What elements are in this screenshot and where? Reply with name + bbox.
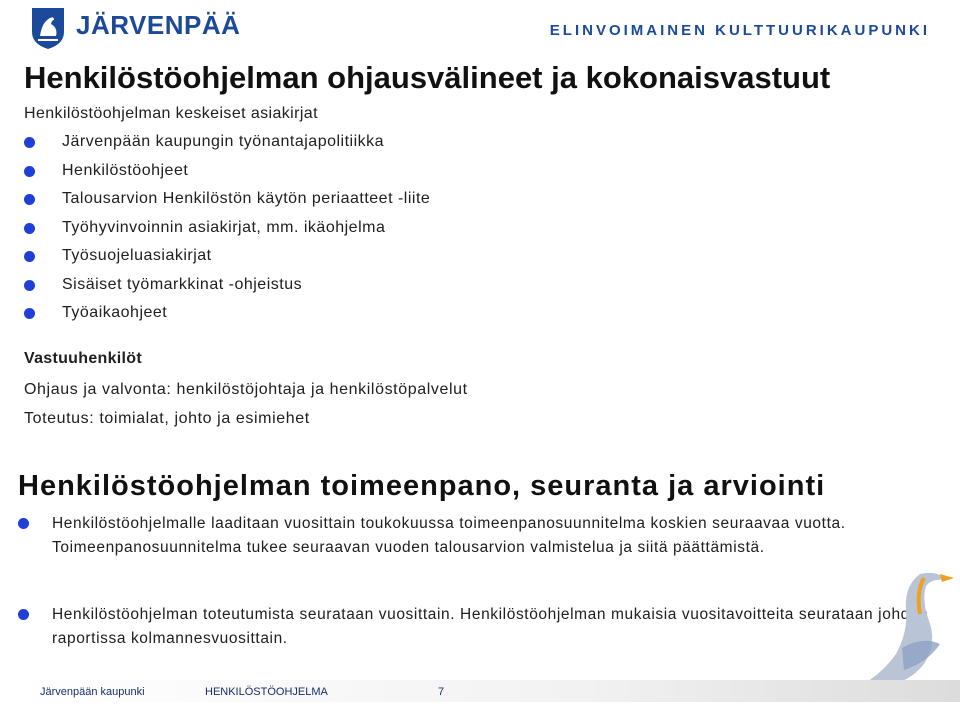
- bullet-icon: [24, 194, 35, 205]
- bullet-icon: [24, 166, 35, 177]
- bullet-icon: [24, 223, 35, 234]
- bullet-icon: [18, 609, 29, 620]
- page-number: 7: [438, 686, 445, 698]
- swan-crest-icon: [30, 6, 66, 50]
- paragraph: Henkilöstöohjelman toteutumista seurataan vuosittain. Henkilöstöohjelman mukaisia vuositavoitteita seurataan johdon raportissa kolmannesvuosittain.: [18, 603, 952, 651]
- list-item: Sisäiset työmarkkinat -ohjeistus: [24, 273, 430, 302]
- responsibility-line: Ohjaus ja valvonta: henkilöstöjohtaja ja henkilöstöpalvelut: [24, 381, 468, 398]
- footer-bar: [18, 680, 960, 702]
- paragraph: Henkilöstöohjelmalle laaditaan vuosittain toukokuussa toimeenpanosuunnitelma koskien seuraavaa vuotta. Toimeenpanosuunnitelma tukee seuraavan vuoden talousarvion valmistelua ja siitä päättämistä.: [18, 512, 952, 560]
- header: [0, 0, 960, 56]
- section-title: Henkilöstöohjelman toimeenpano, seuranta ja arviointi: [18, 470, 826, 502]
- bullet-icon: [24, 280, 35, 291]
- bullet-icon: [24, 137, 35, 148]
- list-item: Henkilöstöohjeet: [24, 159, 430, 188]
- responsibility-heading: Vastuuhenkilöt: [24, 350, 142, 367]
- list-item: Työhyvinvoinnin asiakirjat, mm. ikäohjelma: [24, 216, 430, 245]
- logo-text: JÄRVENPÄÄ: [76, 10, 241, 40]
- swan-illustration-icon: [842, 566, 960, 688]
- list-item: Työsuojeluasiakirjat: [24, 244, 430, 273]
- section-title: Henkilöstöohjelman ohjausvälineet ja kokonaisvastuut: [24, 60, 831, 95]
- list-item: Talousarvion Henkilöstön käytön periaatteet -liite: [24, 187, 430, 216]
- bullet-icon: [24, 251, 35, 262]
- tagline: ELINVOIMAINEN KULTTUURIKAUPUNKI: [549, 22, 930, 39]
- responsibility-line: Toteutus: toimialat, johto ja esimiehet: [24, 410, 310, 427]
- footer-doc: HENKILÖSTÖOHJELMA: [205, 686, 328, 698]
- list-item: Järvenpään kaupungin työnantajapolitiikka: [24, 130, 430, 159]
- section-subtitle: Henkilöstöohjelman keskeiset asiakirjat: [24, 105, 318, 122]
- list-item: Työaikaohjeet: [24, 301, 430, 330]
- footer-org: Järvenpään kaupunki: [40, 686, 145, 698]
- bullet-icon: [18, 518, 29, 529]
- bullet-icon: [24, 308, 35, 319]
- documents-list: [24, 130, 430, 330]
